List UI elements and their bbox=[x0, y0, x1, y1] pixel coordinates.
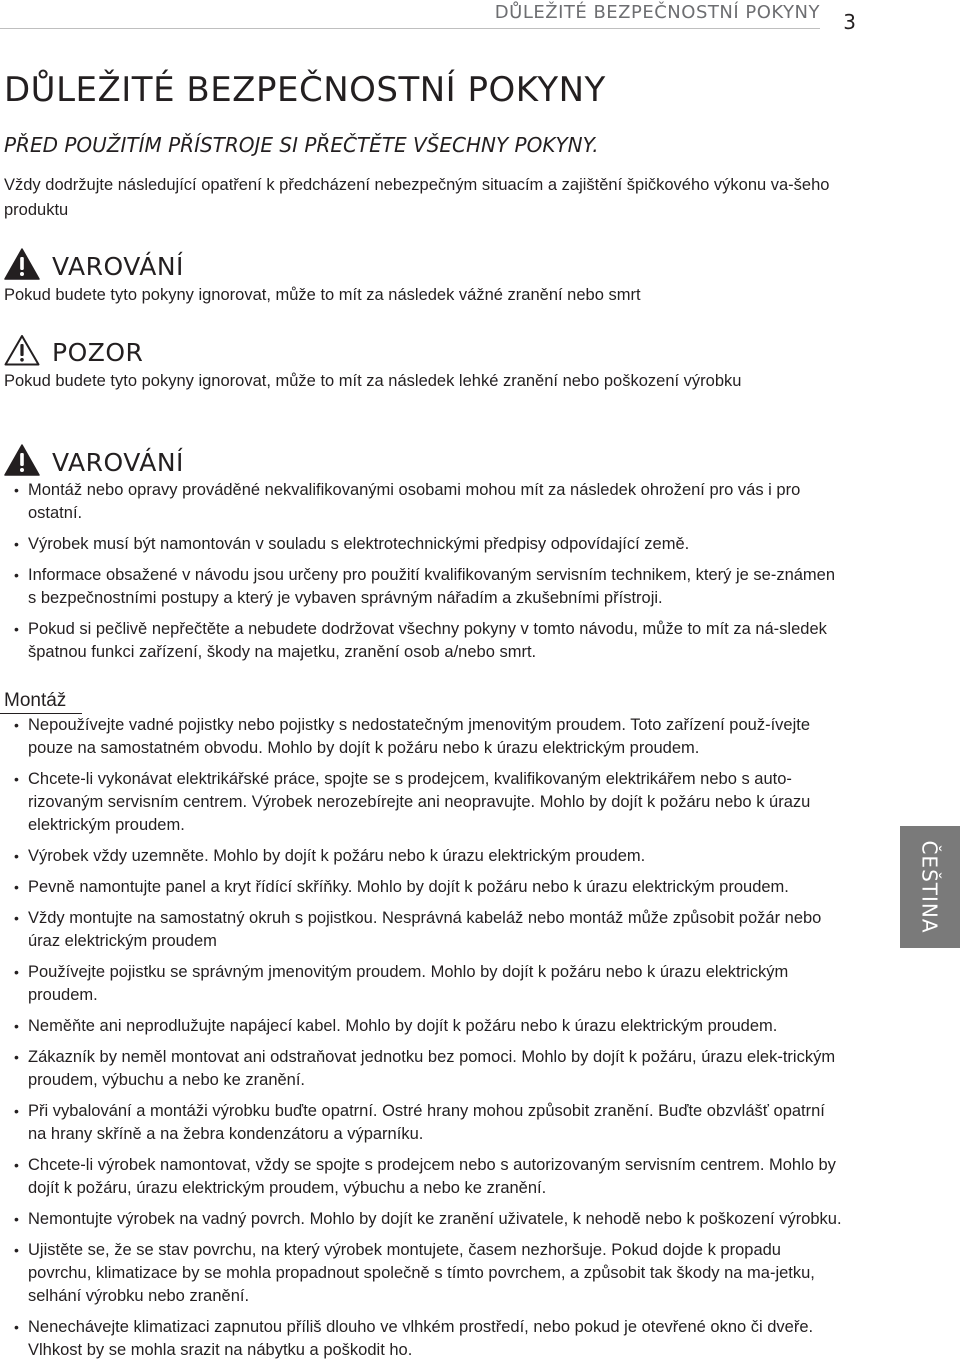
list-item: • Pevně namontujte panel a kryt řídící skříňky. Mohlo by dojít k požáru nebo k úrazu elektrickým proudem. bbox=[12, 876, 847, 899]
warning-heading-2 bbox=[4, 444, 184, 481]
list-item: • Chcete-li vykonávat elektrikářské práce, spojte se s prodejcem, kvalifikovaným elektrikářem nebo s auto-rizovaným servisním centrem. Výrobek nerozebírejte ani neopravujte. Mohlo by dojít k požáru nebo k úrazu elektrickým proudem. bbox=[12, 768, 847, 837]
section-title-montaz: Montáž bbox=[4, 690, 67, 711]
list-item: • Ujistěte se, že se stav povrchu, na který výrobek montujete, časem nezhoršuje. Pokud dojde k propadu povrchu, klimatizace by se mohla propadnout společně s tímto povrchem, a způsobit tak škody na ma-jetku, selhání výrobku nebo zranění. bbox=[12, 1239, 847, 1308]
list-item: • Výrobek vždy uzemněte. Mohlo by dojít k požáru nebo k úrazu elektrickým proudem. bbox=[12, 845, 847, 868]
list-item: • Chcete-li výrobek namontovat, vždy se spojte s prodejcem nebo s autorizovaným servisním centrem. Mohlo by dojít k požáru, úrazu elektrickým proudem, výbuchu a nebo ke zranění. bbox=[12, 1154, 847, 1200]
warning-label: VAROVÁNÍ bbox=[52, 252, 184, 281]
list-item: • Informace obsažené v návodu jsou určeny pro použití kvalifikovaným servisním technikem, který je se-známen s bezpečnostními postupy a který je vybaven správným nářadím a zkušebními přístroji. bbox=[12, 564, 847, 610]
intro-text: Vždy dodržujte následující opatření k předcházení nebezpečným situacím a zajištění špičkového výkonu va-šeho produktu bbox=[4, 176, 830, 219]
list-item: • Pokud si pečlivě nepřečtěte a nebudete dodržovat všechny pokyny v tomto návodu, může to mít za ná-sledek špatnou funkci zařízení, škody na majetku, zranění osob a/nebo smrt. bbox=[12, 618, 847, 664]
language-tab bbox=[900, 826, 960, 948]
list-item: • Montáž nebo opravy prováděné nekvalifikovanými osobami mohou mít za následek ohrožení pro vás i pro ostatní. bbox=[12, 479, 847, 525]
montaz-list bbox=[12, 714, 847, 1370]
list-item: • Při vybalování a montáži výrobku buďte opatrní. Ostré hrany mohou způsobit zranění. Buďte obzvlášť opatrní na hrany skříně a na žebra kondenzátoru a výparníku. bbox=[12, 1100, 847, 1146]
warning-label-2: VAROVÁNÍ bbox=[52, 448, 184, 477]
list-item: • Nepoužívejte vadné pojistky nebo pojistky s nedostatečným jmenovitým proudem. Toto zařízení použ-ívejte pouze na samostatném obvodu. Mohlo by dojít k požáru nebo k úrazu elektrickým proudem. bbox=[12, 714, 847, 760]
header-divider bbox=[0, 28, 820, 29]
caution-text: Pokud budete tyto pokyny ignorovat, může to mít za následek lehké zranění nebo poškození výrobku bbox=[4, 372, 742, 390]
warning-text: Pokud budete tyto pokyny ignorovat, může to mít za následek vážné zranění nebo smrt bbox=[4, 286, 641, 304]
page-number: 3 bbox=[843, 10, 856, 34]
list-item: • Vždy montujte na samostatný okruh s pojistkou. Nesprávná kabeláž nebo montáž může způsobit požár nebo úraz elektrickým proudem bbox=[12, 907, 847, 953]
list-item: • Výrobek musí být namontován v souladu s elektrotechnickými předpisy odpovídající země. bbox=[12, 533, 847, 556]
page-title: DŮLEŽITÉ BEZPEČNOSTNÍ POKYNY bbox=[4, 70, 606, 110]
warning-filled-icon bbox=[4, 444, 40, 481]
page-subtitle: PŘED POUŽITÍM PŘÍSTROJE SI PŘEČTĚTE VŠECHNY POKYNY. bbox=[4, 133, 599, 157]
caution-label: POZOR bbox=[52, 338, 144, 367]
list-item: • Nenechávejte klimatizaci zapnutou příliš dlouho ve vlhkém prostředí, nebo pokud je otevřené okno či dveře. Vlhkost by se mohla srazit na nábytku a poškodit ho. bbox=[12, 1316, 847, 1362]
list-item: • Nemontujte výrobek na vadný povrch. Mohlo by dojít ke zranění uživatele, k nehodě nebo k poškození výrobku. bbox=[12, 1208, 847, 1231]
caution-heading bbox=[4, 334, 143, 371]
warning-outline-icon bbox=[4, 334, 40, 371]
list-item: • Používejte pojistku se správným jmenovitým proudem. Mohlo by dojít k požáru nebo k úrazu elektrickým proudem. bbox=[12, 961, 847, 1007]
header-title: DŮLEŽITÉ BEZPEČNOSTNÍ POKYNY bbox=[494, 2, 820, 23]
language-tab-label: ČEŠTINA bbox=[918, 840, 942, 934]
warning-filled-icon bbox=[4, 248, 40, 285]
warning-heading bbox=[4, 248, 184, 285]
list-item: • Neměňte ani neprodlužujte napájecí kabel. Mohlo by dojít k požáru nebo k úrazu elektrickým proudem. bbox=[12, 1015, 847, 1038]
warning-list bbox=[12, 479, 847, 672]
list-item: • Zákazník by neměl montovat ani odstraňovat jednotku bez pomoci. Mohlo by dojít k požáru, úrazu elek-trickým proudem, výbuchu a nebo ke zranění. bbox=[12, 1046, 847, 1092]
